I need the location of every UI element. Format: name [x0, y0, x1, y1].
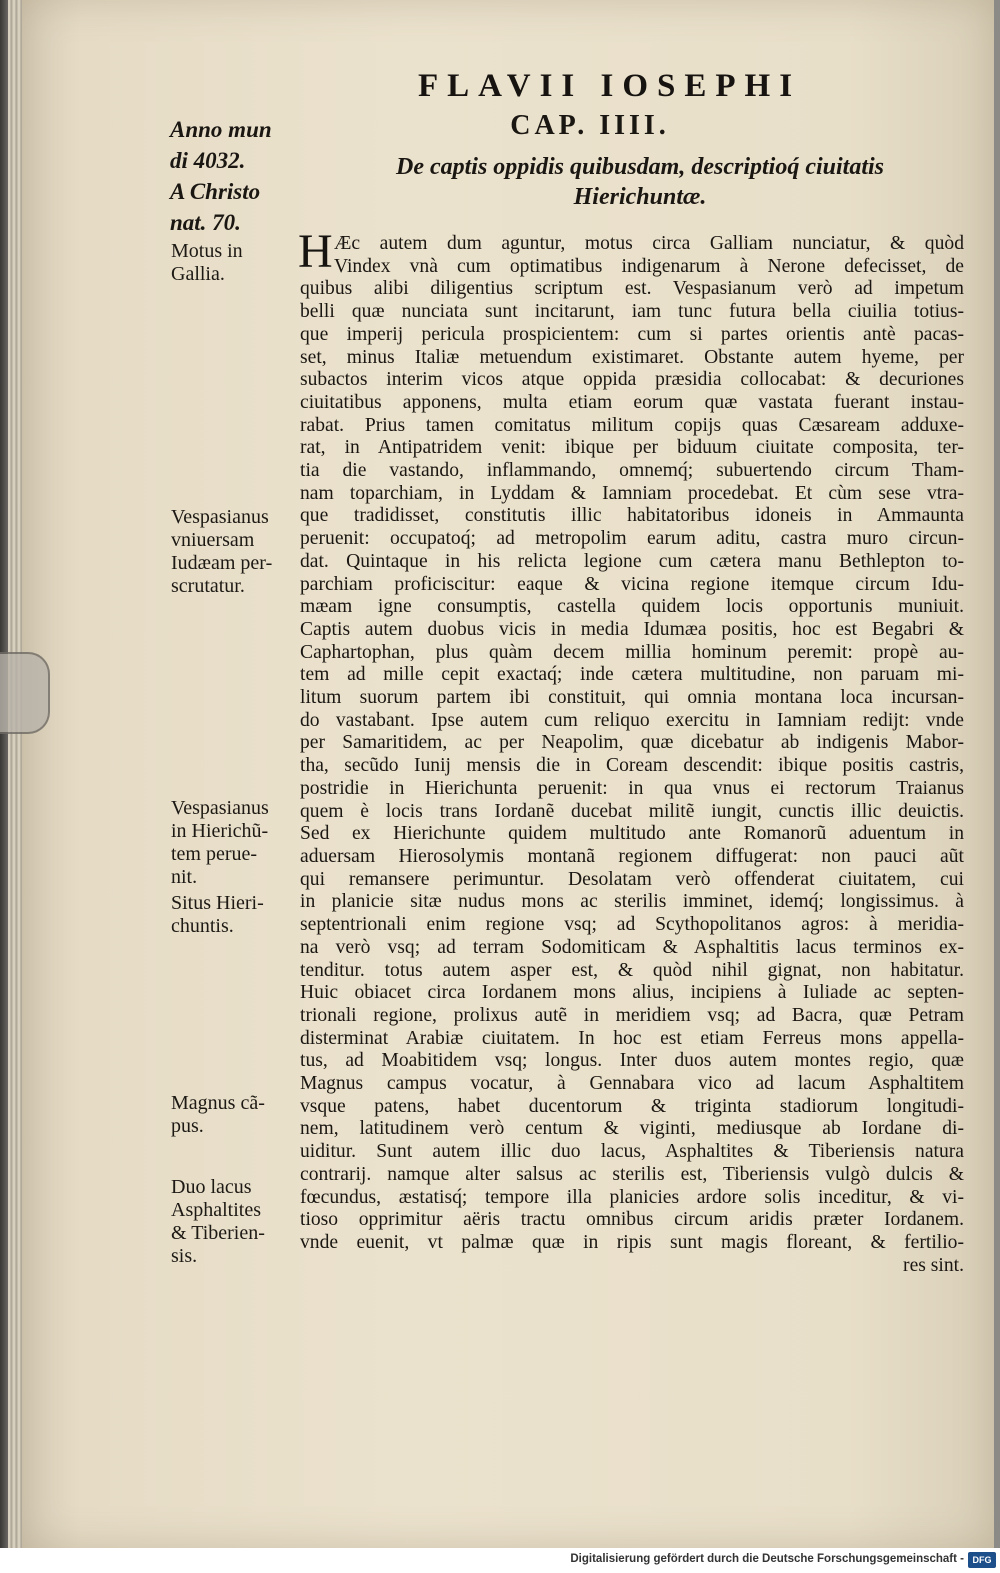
- margin-year-line: nat. 70.: [170, 210, 241, 235]
- margin-note-line: Asphaltites: [171, 1199, 261, 1221]
- margin-year-line: Anno mun: [170, 117, 272, 142]
- margin-note-line: Vespasianus: [171, 506, 269, 528]
- text-line: do vastabant. Ipse autem cum reliquo exercitu in Iamniam redijt: vnde: [300, 709, 964, 731]
- margin-note-line: tem perue-: [171, 843, 258, 865]
- subtitle-line: De captis oppidis quibusdam, descriptioq́ ciuitatis: [395, 154, 885, 180]
- text-line: ciuitatibus apponens, multa etiam eorum quæ vastata fuerant instau-: [300, 391, 964, 413]
- margin-note-situs: [171, 892, 293, 938]
- text-line: Caphartophan, plus quàm decem millia hominum peremit: propè au-: [300, 641, 964, 663]
- text-line: rat, in Antipatridem venit: ibique per biduum ciuitate composita, ter-: [300, 437, 964, 459]
- dfg-logo: DFG: [968, 1552, 996, 1568]
- text-line: septentrionali enim regione vsq; ad Scythopolitanos agros: à meridia-: [300, 914, 964, 936]
- margin-note-vespasianus-hierichus: [171, 797, 293, 889]
- text-line: vnde euenit, vt palmæ quæ in ripis sunt magis floreant, & fertilio-: [300, 1231, 964, 1253]
- text-line: qui remansere perimuntur. Desolatam verò offenderat ciuitatem, cui: [300, 868, 964, 890]
- text-line: mæam igne consumptis, castella quidem locis opportunis muniuit.: [300, 596, 964, 618]
- text-line: peruenit: occupatoq́; ad metropolim earum aditu, castra muro circun-: [300, 528, 964, 550]
- text-line: vsque patens, habet ducentorum & triginta stadiorum longitudi-: [300, 1095, 964, 1117]
- margin-note-line: Magnus cã-: [171, 1092, 265, 1114]
- margin-year-note: [170, 114, 300, 238]
- text-line: quibus alibi diligentius scriptum est. Vespasianum verò ad impetum: [300, 278, 964, 300]
- text-line: Sed ex Hierichunte quidem multitudo ante Romanorũ aduentum in: [300, 823, 964, 845]
- text-line: na verò vsq; ad terram Sodomiticam & Asphaltitis lacus terminos ex-: [300, 936, 964, 958]
- text-line: dat. Quintaque in his relicta legione cum cætera manu Bethlepton to-: [300, 550, 964, 572]
- margin-note-magnus-campus: [171, 1092, 293, 1138]
- margin-note-line: chuntis.: [171, 915, 234, 937]
- text-line: subactos interim vicos atque oppida præsidia collocabat: & decuriones: [300, 369, 964, 391]
- text-line: tha, secũdo Iunij mensis die in Coream descendit: ibique positis castris,: [300, 755, 964, 777]
- margin-note-line: in Hierichũ-: [171, 820, 269, 842]
- text-line: parchiam proficiscitur: eaque & vicina regione itemque circum Idu-: [300, 573, 964, 595]
- digitization-footer: [0, 1548, 1000, 1573]
- text-line: nam toparchiam, in Lyddam & Iamniam procedebat. Et cùm sese vtra-: [300, 482, 964, 504]
- text-line: fœcundus, æstatisq́; tempore illa planicies ardore solis inceditur, & vi-: [300, 1186, 964, 1208]
- text-line: tus, ad Moabitidem vsq; longus. Inter duos autem montes regio, quæ: [300, 1050, 964, 1072]
- margin-note-line: sis.: [171, 1245, 198, 1267]
- chapter-heading: CAP. IIII.: [510, 110, 670, 141]
- text-line: tem ad mille cepit exactaq́; inde cætera multitudine, non paruam mi-: [300, 664, 964, 686]
- text-line: tenditur. totus autem asper est, & quòd nihil gignat, non habitatur.: [300, 959, 964, 981]
- margin-note-line: Vespasianus: [171, 797, 269, 819]
- text-line: Æc autem dum aguntur, motus circa Galliam nunciatur, & quòd: [334, 233, 964, 254]
- running-head: FLAVII IOSEPHI: [418, 68, 802, 104]
- text-line: nem, latitudinem verò centum & viginti, mediusque ab Iordane di-: [300, 1118, 964, 1140]
- margin-year-line: di 4032.: [170, 148, 246, 173]
- margin-note-line: pus.: [171, 1115, 204, 1137]
- margin-note-line: scrutatur.: [171, 575, 245, 597]
- drop-cap: H: [298, 225, 333, 278]
- margin-note-line: vniuersam: [171, 529, 255, 551]
- main-text: [300, 233, 964, 1277]
- text-line: quem è locis trans Iordanẽ ducebat militẽ iungit, cunctis illic deuictis.: [300, 800, 964, 822]
- bookmark-tab: [0, 652, 50, 734]
- text-line: aduersam Hierosolymis montanã regionem diffugerat: non pauci aũt: [300, 845, 964, 867]
- text-line: trionali regione, prolixus autẽ in meridiem vsq; ad Bacra, quæ Petram: [300, 1004, 964, 1026]
- margin-note-line: nit.: [171, 866, 198, 888]
- text-line: tia die vastando, inflammando, omnemq́; subuertendo circum Tham-: [300, 460, 964, 482]
- text-line: rabat. Prius tamen comitatus militum copijs quas Cæsaream adduxe-: [300, 414, 964, 436]
- margin-note-line: Iudæam per-: [171, 552, 273, 574]
- margin-note-line: Duo lacus: [171, 1176, 252, 1198]
- margin-note-line: Situs Hieri-: [171, 892, 264, 914]
- margin-year-line: A Christo: [170, 179, 261, 204]
- subtitle-line: Hierichuntæ.: [573, 184, 707, 210]
- margin-note-line: & Tiberien-: [171, 1222, 265, 1244]
- margin-note-vespasianus-iudaea: [171, 506, 293, 598]
- footer-credit: Digitalisierung gefördert durch die Deutsche Forschungsgemeinschaft -: [570, 1553, 964, 1565]
- text-line: que imperij pericula prospicientem: cum si partes orientis antè pacas-: [300, 323, 964, 345]
- text-line: disterminat Arabiæ ciuitatem. In hoc est etiam Ferreus mons appella-: [300, 1027, 964, 1049]
- text-line: contrarij. namque alter salsus ac sterilis est, Tiberiensis vulgò dulcis &: [300, 1163, 964, 1185]
- text-line: uiditur. Sunt autem illic duo lacus, Asphaltites & Tiberiensis natura: [300, 1141, 964, 1163]
- text-line: Huic obiacet circa Iordanem mons alius, incipiens à Iuliade ac septen-: [300, 982, 964, 1004]
- text-line: Vindex vnà cum optimatibus indigenarum à Nerone defecisset, de: [334, 255, 964, 277]
- text-line: belli quæ nunciata sunt incitarunt, iam tunc futura bella ciuilia totius-: [300, 301, 964, 323]
- margin-note-line: Gallia.: [171, 263, 225, 285]
- chapter-subtitle: [370, 152, 910, 212]
- margin-note-line: Motus in: [171, 240, 243, 262]
- text-line: tioso opprimitur aëris tractu omnibus circum aridis præter Iordanem.: [300, 1209, 964, 1231]
- text-line: postridie in Hierichunta peruenit: in qua vnus ei rectorum Traianus: [300, 777, 964, 799]
- text-line: Captis autem duobus vicis in media Idumæa positis, hoc est Begabri &: [300, 618, 964, 640]
- text-line: Magnus campus vocatur, à Gennabara vico ad lacum Asphaltitem: [300, 1073, 964, 1095]
- text-line: in planicie sitæ nudus mons ac sterilis imminet, idemq́; longissimus. à: [300, 891, 964, 913]
- margin-note-duo-lacus: [171, 1176, 293, 1268]
- text-line: que tradidisset, constitutis illic habitatoribus idoneis in Ammaunta: [300, 505, 964, 527]
- text-line: litum suorum partem ibi constituit, qui omnia montana loca incursan-: [300, 687, 964, 709]
- text-line: per Samaritidem, ac per Neapolim, quæ dicebatur ab indigenis Mabor-: [300, 732, 964, 754]
- text-line: set, minus Italiæ metuendum existimaret. Obstante autem hyeme, per: [300, 346, 964, 368]
- text-line: res sint.: [903, 1254, 964, 1276]
- margin-note-motus: [171, 240, 293, 286]
